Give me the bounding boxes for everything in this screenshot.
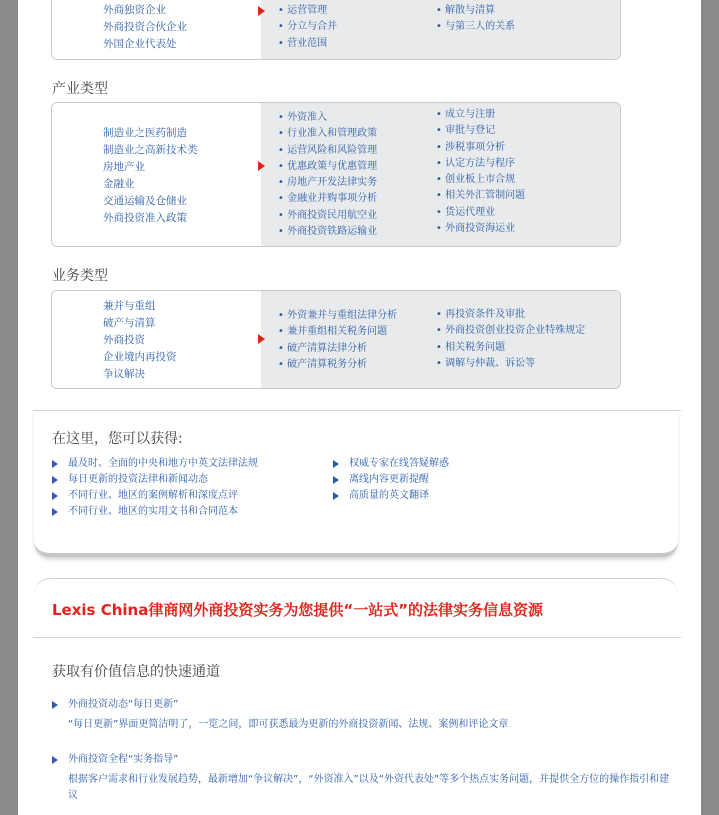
- arrow-right-icon: [258, 161, 265, 171]
- triangle-bullet-icon: [52, 476, 58, 484]
- business-list: [103, 298, 177, 383]
- list-item[interactable]: 制造业之高新技术类: [103, 144, 198, 156]
- entity-topic-list-2: [436, 3, 515, 36]
- channel-title[interactable]: 外商投资全程“实务指导”: [68, 754, 179, 765]
- list-item: 最及时、全面的中央和地方中英文法律法规: [52, 456, 258, 472]
- arrow-right-icon: [258, 6, 265, 16]
- triangle-bullet-icon: [333, 476, 339, 484]
- list-item[interactable]: • 外商投资铁路运输业: [278, 226, 378, 238]
- page: [18, 0, 701, 815]
- list-item[interactable]: • 优惠政策与优惠管理: [278, 160, 378, 172]
- triangle-bullet-icon: [333, 460, 339, 468]
- list-item: 离线内容更新提醒: [333, 472, 449, 488]
- list-item[interactable]: • 金融业并购事项分析: [278, 193, 378, 205]
- industry-topic-list-2: [436, 107, 525, 237]
- list-item[interactable]: 企业境内再投资: [103, 351, 177, 363]
- list-item[interactable]: • 破产清算税务分析: [278, 358, 368, 370]
- list-item[interactable]: • 审批与登记: [436, 125, 496, 137]
- list-item[interactable]: • 解散与清算: [436, 5, 496, 16]
- benefits-list-2: [333, 456, 449, 504]
- list-item[interactable]: • 认定方法与程序: [436, 157, 516, 169]
- business-heading: 业务类型: [52, 268, 108, 284]
- list-item[interactable]: 外国企业代表处: [103, 38, 177, 50]
- list-item[interactable]: • 分立与合并: [278, 21, 338, 33]
- channel-desc: “每日更新”界面更简洁明了，一览之间，即可获悉最为更新的外商投资新闻、法规、案例和评论文章: [68, 719, 509, 730]
- business-topic-list-2: [436, 307, 585, 372]
- channel-desc: 根据客户需求和行业发展趋势，最新增加“争议解决”，“外资准入”以及“外资代表处”等多个热点实务问题，并提供全方位的操作指引和建议: [68, 774, 670, 801]
- triangle-bullet-icon: [52, 701, 58, 709]
- list-item[interactable]: 破产与清算: [103, 317, 156, 329]
- list-item[interactable]: • 兼并重组相关税务问题: [278, 326, 388, 338]
- list-item[interactable]: 金融业: [103, 178, 135, 190]
- triangle-bullet-icon: [333, 492, 339, 500]
- list-item[interactable]: • 再投资条件及审批: [436, 309, 526, 320]
- industry-box: [51, 102, 621, 247]
- list-item: 不同行业、地区的实用文书和合同范本: [52, 504, 258, 520]
- triangle-bullet-icon: [52, 460, 58, 468]
- list-item[interactable]: • 外商投资创业投资企业特殊规定: [436, 325, 586, 337]
- list-item[interactable]: • 外资兼并与重组法律分析: [278, 310, 398, 321]
- list-item[interactable]: • 行业准入和管理政策: [278, 128, 378, 140]
- industry-heading: 产业类型: [52, 81, 108, 97]
- list-item: 不同行业、地区的案例解析和深度点评: [52, 488, 258, 504]
- list-item[interactable]: • 调解与仲裁、诉讼等: [436, 357, 536, 369]
- channel-item: [52, 752, 672, 804]
- list-item: 高质量的英文翻译: [333, 488, 449, 504]
- triangle-bullet-icon: [52, 756, 58, 764]
- list-item[interactable]: • 创业板上市合规: [436, 174, 516, 186]
- list-item[interactable]: • 外资准入: [278, 112, 328, 123]
- industry-list: [103, 125, 198, 227]
- business-box: [51, 290, 621, 389]
- list-item[interactable]: • 营业范围: [278, 37, 328, 49]
- list-item[interactable]: • 相关外汇管制问题: [436, 190, 526, 202]
- list-item[interactable]: 制造业之医药制造: [103, 127, 187, 139]
- industry-topic-list-1: [278, 110, 377, 240]
- list-item[interactable]: • 房地产开发法律实务: [278, 177, 378, 189]
- list-item[interactable]: 外商投资: [103, 334, 145, 346]
- list-item[interactable]: 房地产业: [103, 161, 145, 173]
- list-item[interactable]: • 外商投资海运业: [436, 223, 516, 235]
- list-item: 每日更新的投资法律和新闻动态: [52, 472, 258, 488]
- entity-topic-list-1: [278, 3, 337, 52]
- list-item[interactable]: • 运营风险和风险管理: [278, 144, 378, 156]
- list-item[interactable]: 交通运输及仓储业: [103, 195, 187, 207]
- list-item[interactable]: • 外商投资民用航空业: [278, 209, 378, 221]
- list-item[interactable]: 外商投资合伙企业: [103, 21, 187, 33]
- business-topic-list-1: [278, 308, 397, 373]
- channel-title[interactable]: 外商投资动态“每日更新”: [68, 699, 179, 710]
- list-item[interactable]: 外商投资准入政策: [103, 212, 187, 224]
- banner-title: Lexis China律商网外商投资实务为您提供“一站式”的法律实务信息资源: [52, 601, 544, 619]
- list-item[interactable]: • 涉税事项分析: [436, 141, 506, 153]
- arrow-right-icon: [258, 334, 265, 344]
- list-item[interactable]: • 破产清算法律分析: [278, 342, 368, 354]
- entity-type-list: [103, 2, 187, 53]
- triangle-bullet-icon: [52, 508, 58, 516]
- list-item[interactable]: • 成立与注册: [436, 109, 496, 120]
- entity-type-box: [51, 0, 621, 60]
- channel-item: [52, 697, 672, 733]
- channels-heading: 获取有价值信息的快速通道: [52, 664, 220, 680]
- list-item[interactable]: 外商独资企业: [103, 4, 166, 16]
- triangle-bullet-icon: [52, 492, 58, 500]
- list-item[interactable]: • 与第三人的关系: [436, 21, 516, 33]
- list-item: 权威专家在线答疑解惑: [333, 456, 449, 472]
- list-item[interactable]: • 相关税务问题: [436, 341, 506, 353]
- list-item[interactable]: • 货运代理业: [436, 206, 496, 218]
- list-item[interactable]: 兼并与重组: [103, 300, 156, 312]
- divider: [33, 637, 681, 638]
- list-item[interactable]: • 运营管理: [278, 5, 328, 16]
- benefits-list-1: [52, 456, 258, 520]
- benefits-heading: 在这里，您可以获得:: [52, 431, 183, 447]
- list-item[interactable]: 争议解决: [103, 368, 145, 380]
